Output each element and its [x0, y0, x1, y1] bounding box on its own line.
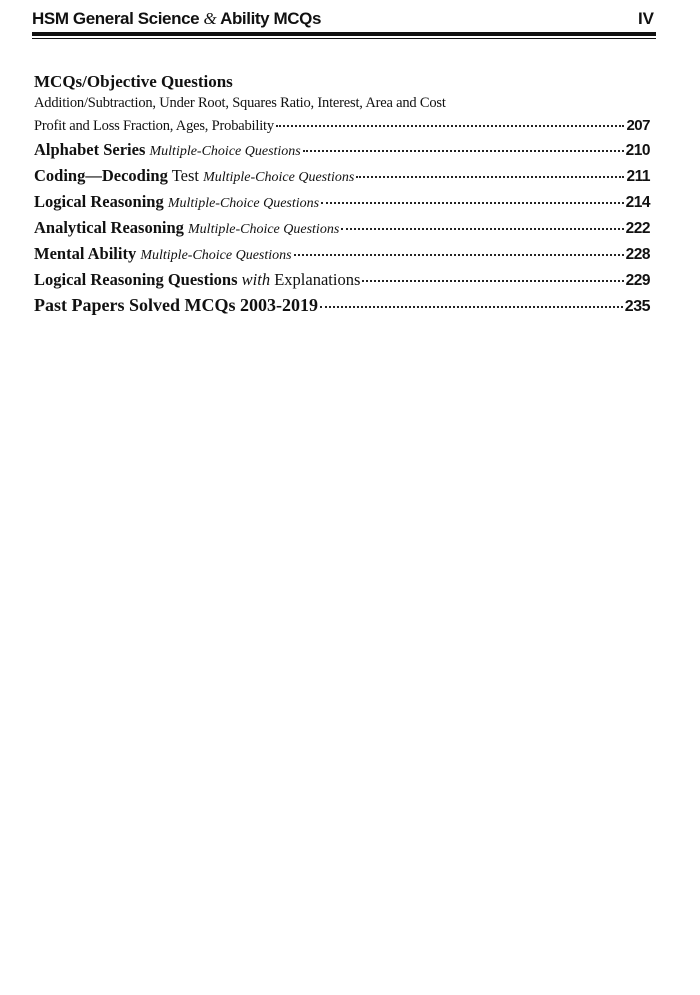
header-rule-thin	[32, 38, 656, 39]
toc-entry-bold: Logical Reasoning	[34, 192, 164, 211]
dot-leader	[362, 280, 623, 282]
toc-entry-page: 214	[625, 194, 650, 211]
dot-leader	[294, 254, 624, 256]
toc-entry-normal: Test	[171, 166, 199, 185]
toc-entry-normal: Explanations	[274, 270, 361, 289]
toc-entry[interactable]	[34, 138, 650, 164]
toc-entry-page: 207	[626, 117, 650, 134]
dot-leader	[356, 176, 624, 178]
page-number: IV	[637, 9, 654, 28]
toc-entry-page: 211	[626, 168, 650, 185]
toc-entry-bold: Coding—Decoding	[34, 166, 168, 185]
toc-entry[interactable]	[34, 164, 650, 190]
book-title-part1: HSM General Science	[32, 9, 200, 28]
toc-entry-page: 222	[625, 220, 650, 237]
toc-entry-italic: Multiple-Choice Questions	[140, 248, 292, 263]
toc-entry-title: Profit and Loss Fraction, Ages, Probability	[34, 118, 274, 134]
header-rule-thick	[32, 32, 656, 36]
toc-entry-italic: Multiple-Choice Questions	[167, 196, 320, 211]
toc-entry[interactable]	[34, 114, 650, 138]
toc-intro-line: Addition/Subtraction, Under Root, Squares Ratio, Interest, Area and Cost	[34, 95, 446, 111]
toc-entry[interactable]	[34, 293, 650, 319]
toc-entry-italic: Multiple-Choice Questions	[203, 170, 355, 185]
dot-leader	[303, 150, 624, 152]
toc-entry-title	[34, 190, 319, 216]
toc-entry-bold: Alphabet Series	[34, 140, 146, 159]
section-heading: MCQs/Objective Questions	[34, 72, 233, 91]
toc-entry-title	[34, 268, 360, 292]
book-title	[32, 9, 321, 29]
dot-leader	[276, 125, 625, 127]
toc-entry-bold: Logical Reasoning Questions	[34, 270, 238, 289]
toc-entry[interactable]	[34, 242, 650, 268]
toc-entry[interactable]	[34, 268, 650, 293]
toc-entry-title	[34, 164, 354, 190]
toc-entry-italic: with	[241, 270, 271, 289]
book-title-ampersand: &	[203, 9, 217, 28]
page-header	[32, 8, 654, 32]
toc-entry-title	[34, 242, 292, 268]
toc-entry-title	[34, 216, 339, 242]
toc-entry-italic: Multiple-Choice Questions	[188, 222, 340, 237]
dot-leader	[341, 228, 623, 230]
dot-leader	[320, 306, 623, 308]
toc-entry-page: 235	[624, 298, 650, 315]
toc-entry-bold: Mental Ability	[34, 244, 137, 263]
toc-entry-title: Past Papers Solved MCQs 2003-2019	[34, 295, 318, 315]
toc-entry[interactable]	[34, 216, 650, 242]
toc-entry-italic: Multiple-Choice Questions	[149, 144, 301, 159]
toc-entry-page: 228	[625, 246, 650, 263]
toc-entry-bold: Analytical Reasoning	[34, 218, 184, 237]
toc-entry-page: 210	[625, 142, 650, 159]
toc-entry-page: 229	[625, 272, 650, 289]
table-of-contents	[34, 72, 650, 319]
toc-entry[interactable]	[34, 190, 650, 216]
dot-leader	[321, 202, 624, 204]
book-title-part2: Ability MCQs	[220, 9, 322, 28]
toc-entry-title	[34, 138, 301, 164]
